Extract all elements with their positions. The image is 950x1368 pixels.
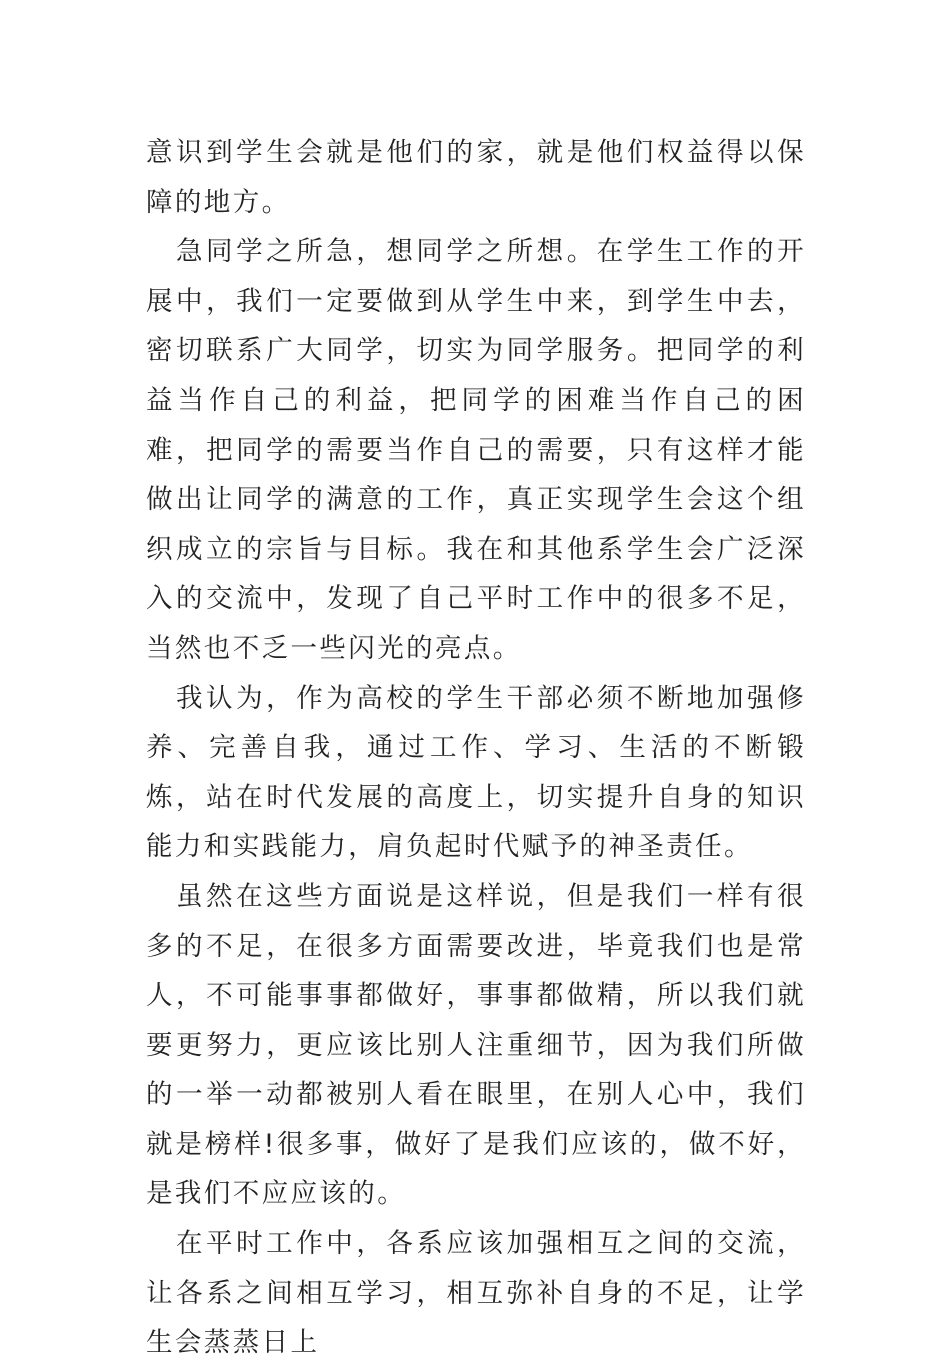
paragraph-continuation: 意识到学生会就是他们的家，就是他们权益得以保障的地方。 — [146, 137, 806, 218]
paragraph: 我认为，作为高校的学生干部必须不断地加强修养、完善自我，通过工作、学习、生活的不断锻炼，站在时代发展的高度上，切实提升自身的知识能力和实践能力，肩负起时代赋予的神圣责任。 — [146, 682, 806, 863]
paragraph: 急同学之所急，想同学之所想。在学生工作的开展中，我们一定要做到从学生中来，到学生中去，密切联系广大同学，切实为同学服务。把同学的利益当作自己的利益，把同学的困难当作自己的困难，把同学的需要当作自己的需要，只有这样才能做出让同学的满意的工作，真正实现学生会这个组织成立的宗旨与目标。我在和其他系学生会广泛深入的交流中，发现了自己平时工作中的很多不足，当然也不乏一些闪光的亮点。 — [146, 236, 806, 664]
document-body — [146, 128, 806, 1368]
paragraph: 虽然在这些方面说是这样说，但是我们一样有很多的不足，在很多方面需要改进，毕竟我们也是常人，不可能事事都做好，事事都做精，所以我们就要更努力，更应该比别人注重细节，因为我们所做的一举一动都被别人看在眼里，在别人心中，我们就是榜样!很多事，做好了是我们应该的，做不好，是我们不应应该的。 — [146, 880, 806, 1210]
paragraph: 在平时工作中，各系应该加强相互之间的交流，让各系之间相互学习，相互弥补自身的不足，让学生会蒸蒸日上 — [146, 1228, 806, 1359]
